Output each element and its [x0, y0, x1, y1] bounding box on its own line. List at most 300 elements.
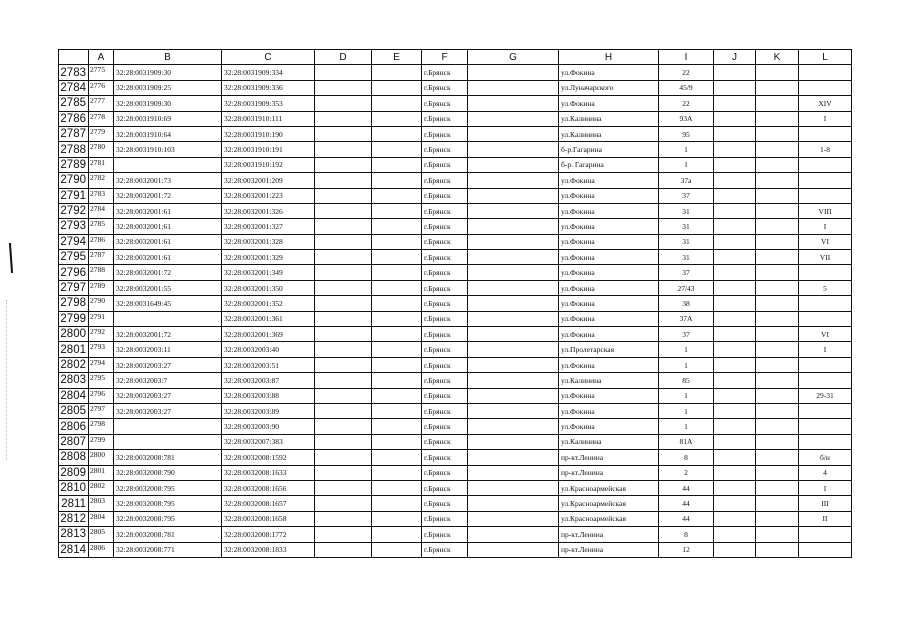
table-cell	[468, 219, 559, 234]
table-cell	[799, 157, 852, 172]
table-cell	[468, 388, 559, 403]
table-cell	[799, 357, 852, 372]
table-row	[59, 311, 852, 326]
table-row	[59, 126, 852, 141]
table-cell: 32:28:0032008:795	[114, 511, 222, 526]
table-cell: г.Брянск	[422, 327, 468, 342]
row-number[interactable]: 2809	[59, 465, 89, 480]
table-cell: г.Брянск	[422, 465, 468, 480]
table-cell	[315, 111, 372, 126]
table-cell: г.Брянск	[422, 357, 468, 372]
table-cell	[315, 188, 372, 203]
table-cell	[468, 296, 559, 311]
table-cell	[468, 280, 559, 295]
table-cell: 32:28:0032003:11	[114, 342, 222, 357]
column-header-a[interactable]: A	[89, 50, 114, 65]
column-header-i[interactable]: I	[659, 50, 714, 65]
table-cell	[756, 265, 799, 280]
table-cell: 2782	[89, 173, 114, 188]
row-number[interactable]: 2794	[59, 234, 89, 249]
table-cell: б-р.Гагарина	[559, 142, 659, 157]
table-cell	[315, 388, 372, 403]
table-cell	[468, 357, 559, 372]
table-cell	[468, 511, 559, 526]
row-number[interactable]: 2786	[59, 111, 89, 126]
table-cell: г.Брянск	[422, 434, 468, 449]
table-cell: г.Брянск	[422, 126, 468, 141]
table-cell	[372, 434, 422, 449]
table-cell	[714, 219, 756, 234]
table-row	[59, 511, 852, 526]
table-cell: 2802	[89, 480, 114, 495]
table-cell	[468, 434, 559, 449]
table-cell	[756, 219, 799, 234]
table-cell	[714, 327, 756, 342]
row-number[interactable]: 2812	[59, 511, 89, 526]
row-number[interactable]: 2790	[59, 173, 89, 188]
table-cell	[372, 311, 422, 326]
table-cell: 32:28:0032008:1592	[222, 450, 315, 465]
table-row	[59, 373, 852, 388]
column-header-row	[59, 50, 852, 65]
table-cell: 2806	[89, 542, 114, 557]
table-cell: 32:28:0032008:795	[114, 496, 222, 511]
table-row	[59, 450, 852, 465]
table-cell: 32:28:0031909:353	[222, 96, 315, 111]
table-cell: 1	[659, 403, 714, 418]
table-cell	[714, 357, 756, 372]
table-cell	[468, 188, 559, 203]
column-header-g[interactable]: G	[468, 50, 559, 65]
table-cell	[315, 511, 372, 526]
table-cell: б-р. Гагарина	[559, 157, 659, 172]
table-cell: 1	[659, 142, 714, 157]
table-row	[59, 357, 852, 372]
row-number[interactable]: 2805	[59, 403, 89, 418]
table-cell	[468, 542, 559, 557]
table-cell: 32:28:0032008:1657	[222, 496, 315, 511]
table-row	[59, 65, 852, 80]
table-cell: г.Брянск	[422, 142, 468, 157]
table-cell: г.Брянск	[422, 311, 468, 326]
table-row	[59, 250, 852, 265]
table-cell: г.Брянск	[422, 527, 468, 542]
table-cell: ул.Фокина	[559, 188, 659, 203]
table-cell: б/н	[799, 450, 852, 465]
table-cell: 32:28:0032003:40	[222, 342, 315, 357]
table-cell	[714, 311, 756, 326]
column-header-l[interactable]: L	[799, 50, 852, 65]
table-cell: 32:28:0032001:61	[114, 219, 222, 234]
table-cell: 32:28:0032001:328	[222, 234, 315, 249]
row-number[interactable]: 2799	[59, 311, 89, 326]
column-header-d[interactable]: D	[315, 50, 372, 65]
table-cell: I	[799, 111, 852, 126]
table-cell: VI	[799, 327, 852, 342]
table-cell	[756, 296, 799, 311]
table-cell	[315, 219, 372, 234]
row-number[interactable]: 2814	[59, 542, 89, 557]
row-number[interactable]: 2800	[59, 327, 89, 342]
table-row	[59, 527, 852, 542]
table-cell: г.Брянск	[422, 111, 468, 126]
row-number[interactable]: 2811	[59, 496, 89, 511]
table-cell	[714, 80, 756, 95]
table-cell: 27/43	[659, 280, 714, 295]
table-cell: I	[799, 219, 852, 234]
table-cell	[315, 403, 372, 418]
table-cell: 2797	[89, 403, 114, 418]
table-cell	[315, 434, 372, 449]
table-cell: 32:28:0031910:103	[114, 142, 222, 157]
table-cell: пр-кт.Ленина	[559, 465, 659, 480]
row-number[interactable]: 2788	[59, 142, 89, 157]
table-cell	[714, 480, 756, 495]
table-cell	[315, 296, 372, 311]
table-row	[59, 80, 852, 95]
table-cell: 32:28:0032001:61	[114, 234, 222, 249]
table-cell: 32:28:0032001:223	[222, 188, 315, 203]
table-cell: 37а	[659, 173, 714, 188]
table-cell: ул.Фокина	[559, 357, 659, 372]
table-cell	[372, 142, 422, 157]
table-cell: г.Брянск	[422, 480, 468, 495]
table-cell	[799, 265, 852, 280]
table-cell	[714, 142, 756, 157]
table-cell: 2804	[89, 511, 114, 526]
table-row	[59, 342, 852, 357]
table-cell	[468, 496, 559, 511]
margin-pen-mark	[9, 243, 13, 273]
table-row	[59, 188, 852, 203]
table-cell: 2776	[89, 80, 114, 95]
table-cell: 32:28:0032008:1833	[222, 542, 315, 557]
table-cell	[756, 373, 799, 388]
row-number[interactable]: 2801	[59, 342, 89, 357]
table-cell: 44	[659, 480, 714, 495]
table-cell: 32:28:0032001:72	[114, 327, 222, 342]
table-cell	[714, 403, 756, 418]
table-cell: пр-кт.Ленина	[559, 542, 659, 557]
table-cell: 32:28:0032003:90	[222, 419, 315, 434]
table-row	[59, 327, 852, 342]
table-cell: 22	[659, 96, 714, 111]
column-header-e[interactable]: E	[372, 50, 422, 65]
table-cell: 1	[659, 419, 714, 434]
table-cell: ул.Красноармейская	[559, 480, 659, 495]
table-cell	[714, 280, 756, 295]
table-row	[59, 280, 852, 295]
table-cell: 95	[659, 126, 714, 141]
table-cell: I	[799, 480, 852, 495]
table-cell: 2795	[89, 373, 114, 388]
table-cell: ул.Фокина	[559, 419, 659, 434]
column-header-h[interactable]: H	[559, 50, 659, 65]
table-cell: 2775	[89, 65, 114, 80]
table-cell	[372, 388, 422, 403]
table-cell	[756, 542, 799, 557]
table-cell	[714, 527, 756, 542]
table-cell	[468, 173, 559, 188]
table-cell	[372, 250, 422, 265]
table-cell	[315, 373, 372, 388]
table-cell: 38	[659, 296, 714, 311]
row-number[interactable]: 2808	[59, 450, 89, 465]
column-header-f[interactable]: F	[422, 50, 468, 65]
table-cell	[315, 280, 372, 295]
row-number[interactable]: 2792	[59, 203, 89, 218]
table-cell	[799, 527, 852, 542]
table-cell: VIII	[799, 203, 852, 218]
table-cell: 2785	[89, 219, 114, 234]
column-header-c[interactable]: C	[222, 50, 315, 65]
table-cell	[315, 465, 372, 480]
table-cell: 2784	[89, 203, 114, 218]
row-number[interactable]: 2803	[59, 373, 89, 388]
table-cell: ул.Луначарского	[559, 80, 659, 95]
row-number[interactable]: 2791	[59, 188, 89, 203]
row-number[interactable]: 2784	[59, 80, 89, 95]
table-cell: ул.Калинина	[559, 373, 659, 388]
table-cell: 8	[659, 527, 714, 542]
table-cell	[372, 419, 422, 434]
row-number[interactable]: 2806	[59, 419, 89, 434]
table-cell: 2805	[89, 527, 114, 542]
table-cell	[468, 250, 559, 265]
table-cell: 5	[799, 280, 852, 295]
table-cell: 1	[659, 357, 714, 372]
table-cell	[372, 357, 422, 372]
table-cell	[468, 111, 559, 126]
table-cell: г.Брянск	[422, 65, 468, 80]
table-cell: пр-кт.Ленина	[559, 527, 659, 542]
table-cell	[799, 65, 852, 80]
table-cell: ул.Фокина	[559, 296, 659, 311]
table-cell: 32:28:0031910:190	[222, 126, 315, 141]
table-cell	[756, 173, 799, 188]
table-cell: 32:28:0032001:61	[114, 250, 222, 265]
table-cell	[714, 296, 756, 311]
column-header-b[interactable]: B	[114, 50, 222, 65]
table-cell	[372, 234, 422, 249]
table-cell: 2800	[89, 450, 114, 465]
table-cell: 2787	[89, 250, 114, 265]
table-cell: 2779	[89, 126, 114, 141]
table-cell: 37	[659, 188, 714, 203]
table-cell	[756, 111, 799, 126]
spreadsheet-table	[58, 49, 852, 558]
table-cell	[714, 496, 756, 511]
table-cell: ул.Фокина	[559, 173, 659, 188]
table-cell: 32:28:0031910:111	[222, 111, 315, 126]
row-number[interactable]: 2795	[59, 250, 89, 265]
table-cell: 22	[659, 65, 714, 80]
table-cell: ул.Фокина	[559, 234, 659, 249]
table-cell: 2783	[89, 188, 114, 203]
table-cell: 85	[659, 373, 714, 388]
table-cell	[372, 96, 422, 111]
row-number[interactable]: 2796	[59, 265, 89, 280]
table-cell	[714, 450, 756, 465]
column-header-k[interactable]: K	[756, 50, 799, 65]
table-cell: 32:28:0032001:209	[222, 173, 315, 188]
table-cell	[372, 280, 422, 295]
table-cell	[714, 188, 756, 203]
table-cell	[315, 419, 372, 434]
table-cell: 32:28:0032008:1658	[222, 511, 315, 526]
table-cell	[714, 157, 756, 172]
table-cell: 2792	[89, 327, 114, 342]
table-cell	[372, 327, 422, 342]
table-cell: г.Брянск	[422, 280, 468, 295]
table-cell	[315, 265, 372, 280]
table-cell	[372, 496, 422, 511]
table-row	[59, 219, 852, 234]
row-number[interactable]: 2797	[59, 280, 89, 295]
table-row	[59, 496, 852, 511]
table-cell: 32:28:0031910:192	[222, 157, 315, 172]
table-cell	[468, 265, 559, 280]
table-cell	[315, 203, 372, 218]
table-cell: 2780	[89, 142, 114, 157]
table-cell	[756, 327, 799, 342]
table-cell: 32:28:0032003:27	[114, 388, 222, 403]
table-cell: 1	[659, 157, 714, 172]
table-cell: г.Брянск	[422, 542, 468, 557]
table-cell: 32:28:0032008:790	[114, 465, 222, 480]
table-cell: г.Брянск	[422, 265, 468, 280]
row-number[interactable]: 2787	[59, 126, 89, 141]
table-cell	[799, 80, 852, 95]
table-cell	[468, 527, 559, 542]
table-cell: 32:28:0032001:73	[114, 173, 222, 188]
table-cell	[714, 542, 756, 557]
table-cell	[714, 96, 756, 111]
table-cell: 32:28:0031910:64	[114, 126, 222, 141]
table-cell: 2799	[89, 434, 114, 449]
table-cell	[756, 527, 799, 542]
table-cell	[756, 280, 799, 295]
table-cell: 29-31	[799, 388, 852, 403]
row-number[interactable]: 2804	[59, 388, 89, 403]
table-cell	[315, 357, 372, 372]
table-cell: 37А	[659, 311, 714, 326]
column-header-index[interactable]	[59, 50, 89, 65]
table-row	[59, 157, 852, 172]
table-cell: г.Брянск	[422, 234, 468, 249]
table-cell	[756, 480, 799, 495]
table-cell: ул.Пролетарская	[559, 342, 659, 357]
table-row	[59, 96, 852, 111]
table-cell	[315, 450, 372, 465]
column-header-j[interactable]: J	[714, 50, 756, 65]
table-cell: 32:28:0032008:781	[114, 527, 222, 542]
table-cell: 32:28:0031909:336	[222, 80, 315, 95]
table-cell	[315, 250, 372, 265]
table-cell	[714, 434, 756, 449]
row-number[interactable]: 2810	[59, 480, 89, 495]
table-cell: 32:28:0031649:45	[114, 296, 222, 311]
row-number[interactable]: 2802	[59, 357, 89, 372]
table-cell	[714, 373, 756, 388]
table-cell	[799, 419, 852, 434]
table-cell	[468, 203, 559, 218]
table-cell: ул.Фокина	[559, 265, 659, 280]
table-cell	[756, 96, 799, 111]
table-cell: II	[799, 511, 852, 526]
table-cell: 32:28:0032003:27	[114, 357, 222, 372]
table-cell: 31	[659, 203, 714, 218]
table-cell	[799, 188, 852, 203]
table-cell: 2790	[89, 296, 114, 311]
table-cell: 32:28:0031909:30	[114, 65, 222, 80]
row-number[interactable]: 2793	[59, 219, 89, 234]
table-cell	[756, 357, 799, 372]
table-cell	[714, 203, 756, 218]
table-cell	[714, 419, 756, 434]
table-cell: 32:28:0032003:51	[222, 357, 315, 372]
table-cell: 1	[659, 388, 714, 403]
table-cell	[372, 173, 422, 188]
table-cell	[372, 157, 422, 172]
table-cell: 31	[659, 219, 714, 234]
table-cell	[315, 65, 372, 80]
row-number[interactable]: 2813	[59, 527, 89, 542]
table-cell: 2	[659, 465, 714, 480]
table-cell: 32:28:0032008:1656	[222, 480, 315, 495]
table-cell	[315, 234, 372, 249]
table-cell: ул.Калинина	[559, 434, 659, 449]
table-cell: 45/9	[659, 80, 714, 95]
table-cell	[372, 296, 422, 311]
row-number[interactable]: 2807	[59, 434, 89, 449]
table-row	[59, 388, 852, 403]
table-cell: ул.Фокина	[559, 280, 659, 295]
table-cell	[756, 511, 799, 526]
table-cell	[372, 203, 422, 218]
table-cell: г.Брянск	[422, 419, 468, 434]
table-cell	[372, 527, 422, 542]
table-cell	[468, 419, 559, 434]
row-number[interactable]: 2783	[59, 65, 89, 80]
table-cell	[714, 465, 756, 480]
table-cell: I	[799, 342, 852, 357]
row-number[interactable]: 2785	[59, 96, 89, 111]
table-cell	[315, 142, 372, 157]
table-cell: 32:28:0032001:352	[222, 296, 315, 311]
table-cell: 32:28:0032001:349	[222, 265, 315, 280]
table-cell: 32:28:0032001:326	[222, 203, 315, 218]
table-cell	[315, 342, 372, 357]
table-cell: 32:28:0032003:7	[114, 373, 222, 388]
table-cell	[372, 450, 422, 465]
table-row	[59, 480, 852, 495]
table-cell: 32:28:0032003:88	[222, 388, 315, 403]
table-cell	[315, 173, 372, 188]
table-cell	[468, 450, 559, 465]
table-cell: XIV	[799, 96, 852, 111]
table-cell: ул.Калинина	[559, 126, 659, 141]
row-number[interactable]: 2798	[59, 296, 89, 311]
table-cell: 32:28:0031910:191	[222, 142, 315, 157]
row-number[interactable]: 2789	[59, 157, 89, 172]
table-cell: 32:28:0032008:771	[114, 542, 222, 557]
table-cell: ул.Фокина	[559, 219, 659, 234]
table-cell	[315, 496, 372, 511]
table-cell	[114, 311, 222, 326]
table-cell	[714, 511, 756, 526]
table-cell	[372, 373, 422, 388]
